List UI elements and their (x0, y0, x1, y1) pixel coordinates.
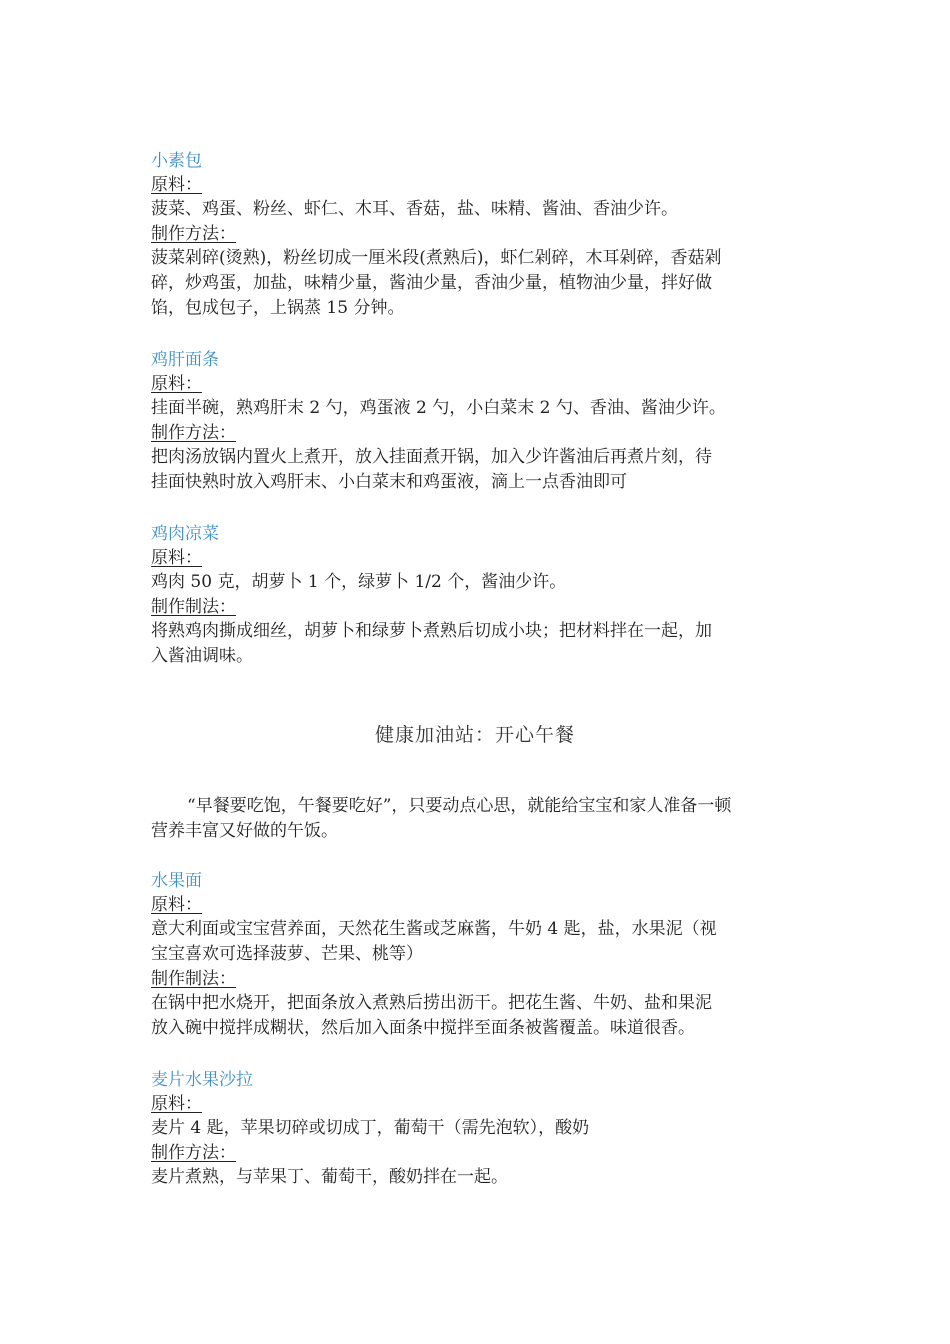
recipe-shui-guo-mian (151, 869, 801, 1041)
ingredients-text: 意大利面或宝宝营养面，天然花生酱或芝麻酱，牛奶 4 匙，盐，水果泥（视 宝宝喜欢可选择菠萝、芒果、桃等） (151, 919, 717, 964)
method-text: 将熟鸡肉撕成细丝，胡萝卜和绿萝卜煮熟后切成小块；把材料拌在一起，加 入酱油调味。 (151, 621, 712, 666)
recipe-xiao-su-bao (151, 149, 801, 321)
recipe-title: 小素包 (151, 151, 202, 171)
method-label: 制作制法： (151, 597, 236, 617)
method-text: 菠菜剁碎(烫熟)，粉丝切成一厘米段(煮熟后)，虾仁剁碎，木耳剁碎，香菇剁 碎，炒鸡蛋，加盐，味精少量，酱油少量，香油少量，植物油少量，拌好做 馅，包成包子，上锅蒸 15 分钟。 (151, 248, 722, 318)
method-label: 制作方法： (151, 1143, 236, 1163)
ingredients-label: 原料： (151, 1094, 202, 1114)
method-text: 麦片煮熟，与苹果丁、葡萄干，酸奶拌在一起。 (151, 1167, 508, 1187)
recipe-ji-gan-mian-tiao (151, 348, 801, 495)
recipe-title: 麦片水果沙拉 (151, 1070, 253, 1090)
method-label: 制作方法： (151, 423, 236, 443)
ingredients-label: 原料： (151, 548, 202, 568)
intro-paragraph: “早餐要吃饱，午餐要吃好”，只要动点心思，就能给宝宝和家人准备一顿 营养丰富又好做的午饭。 (151, 796, 732, 841)
recipe-title: 鸡肝面条 (151, 350, 219, 370)
ingredients-text: 挂面半碗，熟鸡肝末 2 勺，鸡蛋液 2 勺，小白菜末 2 勺、香油、酱油少许。 (151, 398, 726, 418)
method-label: 制作方法： (151, 224, 236, 244)
ingredients-text: 麦片 4 匙，苹果切碎或切成丁，葡萄干（需先泡软），酸奶 (151, 1118, 590, 1138)
ingredients-label: 原料： (151, 374, 202, 394)
recipe-title: 水果面 (151, 871, 202, 891)
ingredients-text: 鸡肉 50 克，胡萝卜 1 个，绿萝卜 1/2 个，酱油少许。 (151, 572, 567, 592)
ingredients-label: 原料： (151, 895, 202, 915)
recipe-ji-rou-liang-cai (151, 522, 801, 669)
recipe-mai-pian-shui-guo-sha-la (151, 1068, 801, 1190)
section-heading: 健康加油站：开心午餐 (374, 724, 575, 746)
recipe-title: 鸡肉凉菜 (151, 524, 219, 544)
method-text: 在锅中把水烧开，把面条放入煮熟后捞出沥干。把花生酱、牛奶、盐和果泥 放入碗中搅拌成糊状，然后加入面条中搅拌至面条被酱覆盖。味道很香。 (151, 993, 712, 1038)
method-label: 制作制法： (151, 969, 236, 989)
ingredients-text: 菠菜、鸡蛋、粉丝、虾仁、木耳、香菇，盐、味精、酱油、香油少许。 (151, 199, 678, 219)
ingredients-label: 原料： (151, 175, 202, 195)
method-text: 把肉汤放锅内置火上煮开，放入挂面煮开锅，加入少许酱油后再煮片刻，待 挂面快熟时放入鸡肝末、小白菜末和鸡蛋液，滴上一点香油即可 (151, 447, 712, 492)
